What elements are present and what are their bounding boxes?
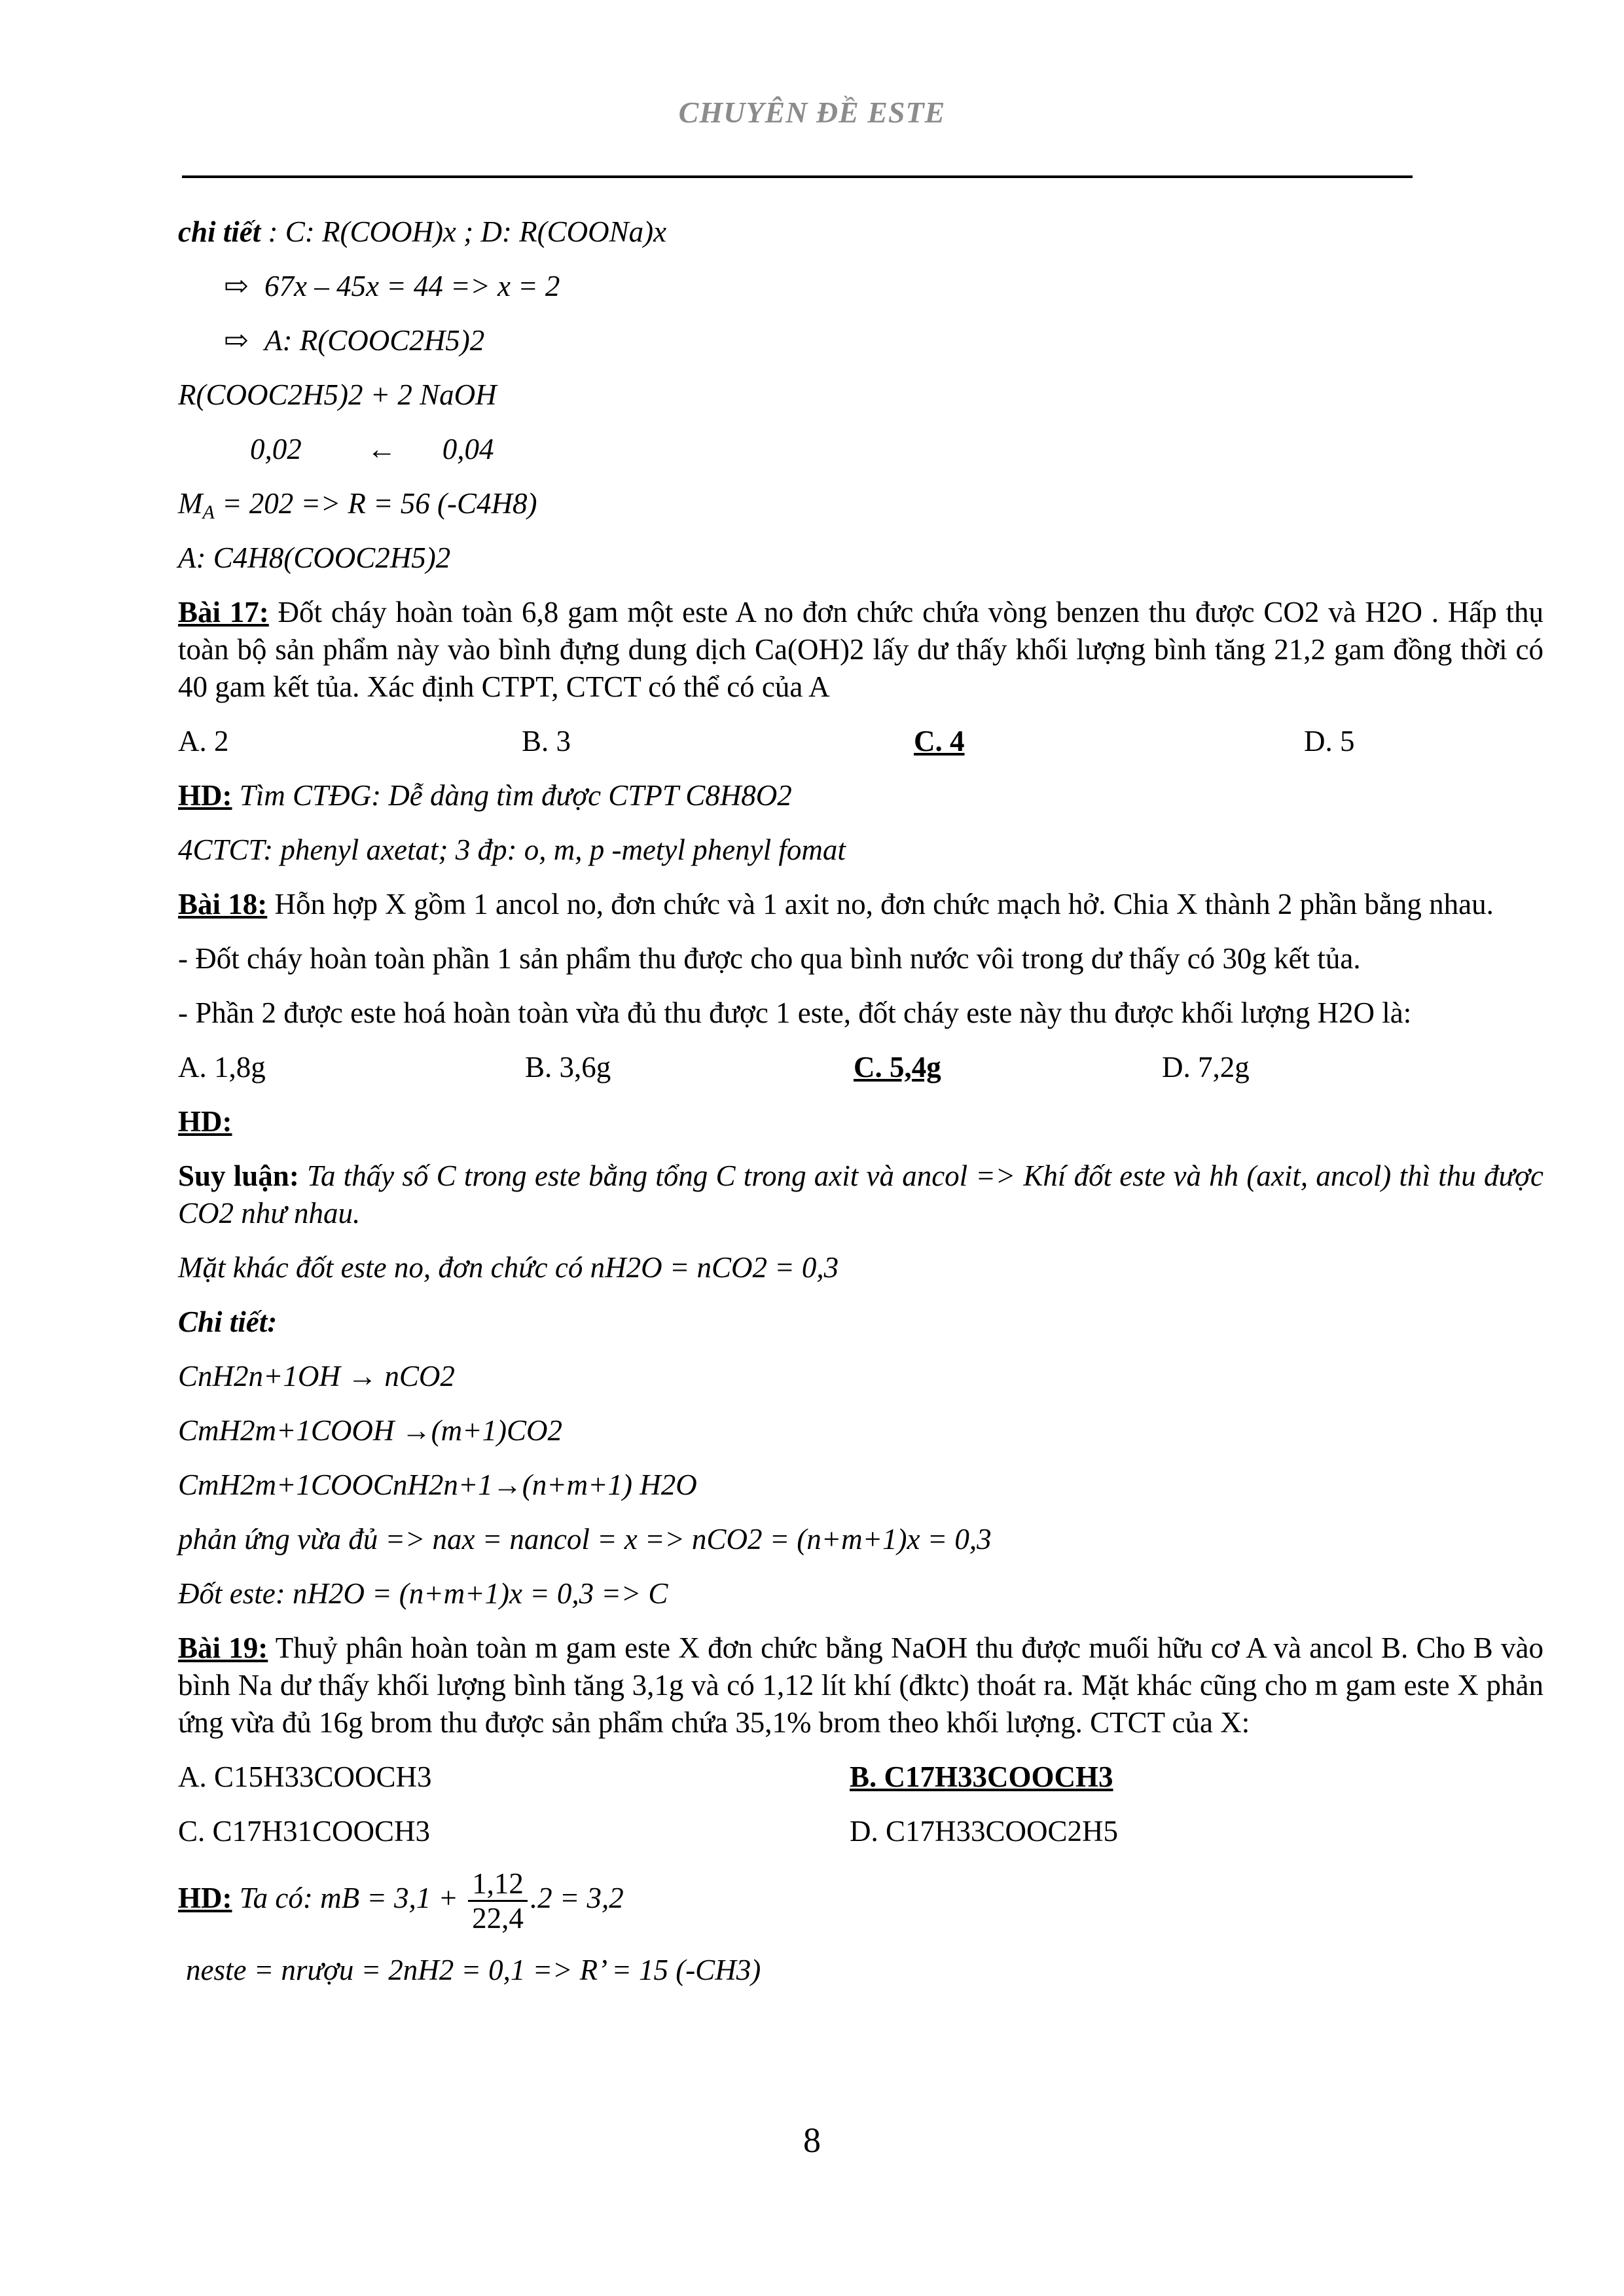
bai19-option-d: D. C17H33COOC2H5 <box>850 1815 1119 1848</box>
bai18-option-a: A. 1,8g <box>178 1051 266 1084</box>
line-reaction: R(COOC2H5)2 + 2 NaOH <box>178 378 497 411</box>
hollow-arrow-icon: ⇨ <box>224 270 249 302</box>
bai19-options-row2 <box>178 1813 1543 1850</box>
line-chi-tiet <box>178 213 1543 251</box>
bai19-hd-pre: Ta có: mB = 3,1 + <box>232 1881 466 1914</box>
line-answer-a: A: C4H8(COOC2H5)2 <box>178 541 451 574</box>
molar-mass-text: = 202 => R = 56 (-C4H8) <box>214 487 537 520</box>
bai19-hd-post: .2 = 3,2 <box>530 1881 624 1914</box>
equation-x-text: 67x – 45x = 44 => x = 2 <box>264 270 560 302</box>
mole-right: 0,04 <box>442 433 494 465</box>
bai17-line2: 4CTCT: phenyl axetat; 3 đp: o, m, p -metyl phenyl fomat <box>178 833 846 866</box>
bai18-options <box>178 1049 1543 1086</box>
bai17-option-a: A. 2 <box>178 725 229 757</box>
page-header: CHUYÊN ĐỀ ESTE <box>678 96 946 129</box>
bai19-option-a: A. C15H33COOCH3 <box>178 1760 432 1793</box>
bai19-question <box>178 1630 1543 1741</box>
bai17-question <box>178 594 1543 706</box>
bai18-eq3: CmH2m+1COOCnH2n+1→(n+m+1) H2O <box>178 1468 697 1501</box>
page-content <box>178 213 1543 2006</box>
bai18-eq4: phản ứng vừa đủ => nax = nancol = x => nCO2 = (n+m+1)x = 0,3 <box>178 1523 992 1556</box>
bai18-eq1: CnH2n+1OH → nCO2 <box>178 1360 455 1393</box>
bai18-part2: - Phần 2 được este hoá hoàn toàn vừa đủ thu được 1 este, đốt cháy este này thu được khối lượng H2O là: <box>178 996 1412 1029</box>
bai17-label: Bài 17: <box>178 596 269 629</box>
bai18-question <box>178 886 1543 923</box>
bai19-options-row1 <box>178 1758 1543 1796</box>
suy-luan-label: Suy luận: <box>178 1159 299 1192</box>
bai17-option-b: B. 3 <box>522 725 571 757</box>
bai19-hd <box>178 1867 1543 1935</box>
bai18-chi-tiet: Chi tiết: <box>178 1305 278 1338</box>
bai18-option-b: B. 3,6g <box>525 1051 611 1084</box>
bai17-option-c-correct: C. 4 <box>914 725 965 757</box>
mole-left: 0,02 <box>250 433 302 465</box>
bai19-text: Thuỷ phân hoàn toàn m gam este X đơn chức bằng NaOH thu được muối hữu cơ A và ancol B. Cho B vào bình Na dư thấy khối lượng bình tăng 3,1g và có 1,12 lít khí (đktc) thoát ra. Mặt khác cũng cho m gam este X phản ứng vừa đủ 16g brom thu được sản phẩm chứa 35,1% brom theo khối lượng. CTCT của X: <box>178 1631 1543 1739</box>
bai19-hd-label: HD: <box>178 1881 232 1914</box>
line-formula-a <box>178 322 1543 359</box>
fraction <box>468 1867 528 1935</box>
bai17-hd-text: Tìm CTĐG: Dễ dàng tìm được CTPT C8H8O2 <box>232 779 792 812</box>
bai18-suy-luan <box>178 1157 1543 1232</box>
molar-mass-subscript: A <box>202 501 215 523</box>
bai17-option-d: D. 5 <box>1304 725 1355 757</box>
fraction-numerator: 1,12 <box>468 1867 528 1902</box>
bai19-last: neste = nrượu = 2nH2 = 0,1 => R’ = 15 (-CH3) <box>186 1954 761 1986</box>
line-molar-mass <box>178 485 1543 522</box>
bai18-text: Hỗn hợp X gồm 1 ancol no, đơn chức và 1 axit no, đơn chức mạch hở. Chia X thành 2 phần bằng nhau. <box>267 888 1494 920</box>
suy-luan-text: Ta thấy số C trong este bằng tổng C trong axit và ancol => Khí đốt este và hh (axit, ancol) thì thu được CO2 như nhau. <box>178 1159 1543 1230</box>
bai18-eq2: CmH2m+1COOH →(m+1)CO2 <box>178 1414 562 1447</box>
line-mole-ratio <box>178 431 1543 468</box>
left-arrow-icon: ← <box>367 433 397 465</box>
bai17-options <box>178 723 1543 760</box>
page-number: 8 <box>803 2121 821 2160</box>
bai19-label: Bài 19: <box>178 1631 268 1664</box>
bai17-text: Đốt cháy hoàn toàn 6,8 gam một este A no đơn chức chứa vòng benzen thu được CO2 và H2O . Hấp thụ toàn bộ sản phẩm này vào bình đựng dung dịch Ca(OH)2 lấy dư thấy khối lượng bình tăng 21,2 gam đồng thời có 40 gam kết tủa. Xác định CTPT, CTCT có thể có của A <box>178 596 1543 703</box>
chi-tiet-text: : C: R(COOH)x ; D: R(COONa)x <box>261 215 667 248</box>
bai17-hd <box>178 777 1543 814</box>
chi-tiet-label: chi tiết <box>178 215 261 248</box>
bai18-hd-label: HD: <box>178 1105 232 1138</box>
hollow-arrow-icon: ⇨ <box>224 324 249 357</box>
formula-a-text: A: R(COOC2H5)2 <box>264 324 485 357</box>
fraction-denominator: 22,4 <box>472 1902 524 1935</box>
bai18-part1: - Đốt cháy hoàn toàn phần 1 sản phẩm thu được cho qua bình nước vôi trong dư thấy có 30g kết tủa. <box>178 942 1361 975</box>
bai18-option-c-correct: C. 5,4g <box>854 1051 941 1084</box>
bai19-option-c: C. C17H31COOCH3 <box>178 1815 431 1848</box>
line-equation-x <box>178 268 1543 305</box>
bai18-label: Bài 18: <box>178 888 268 920</box>
header-rule <box>182 175 1413 178</box>
molar-mass-symbol: M <box>178 487 203 520</box>
bai18-eq5: Đốt este: nH2O = (n+m+1)x = 0,3 => C <box>178 1577 668 1610</box>
bai19-option-b-correct: B. C17H33COOCH3 <box>850 1760 1113 1793</box>
bai18-option-d: D. 7,2g <box>1162 1051 1250 1084</box>
bai18-mat-khac: Mặt khác đốt este no, đơn chức có nH2O = nCO2 = 0,3 <box>178 1251 839 1284</box>
bai17-hd-label: HD: <box>178 779 232 812</box>
